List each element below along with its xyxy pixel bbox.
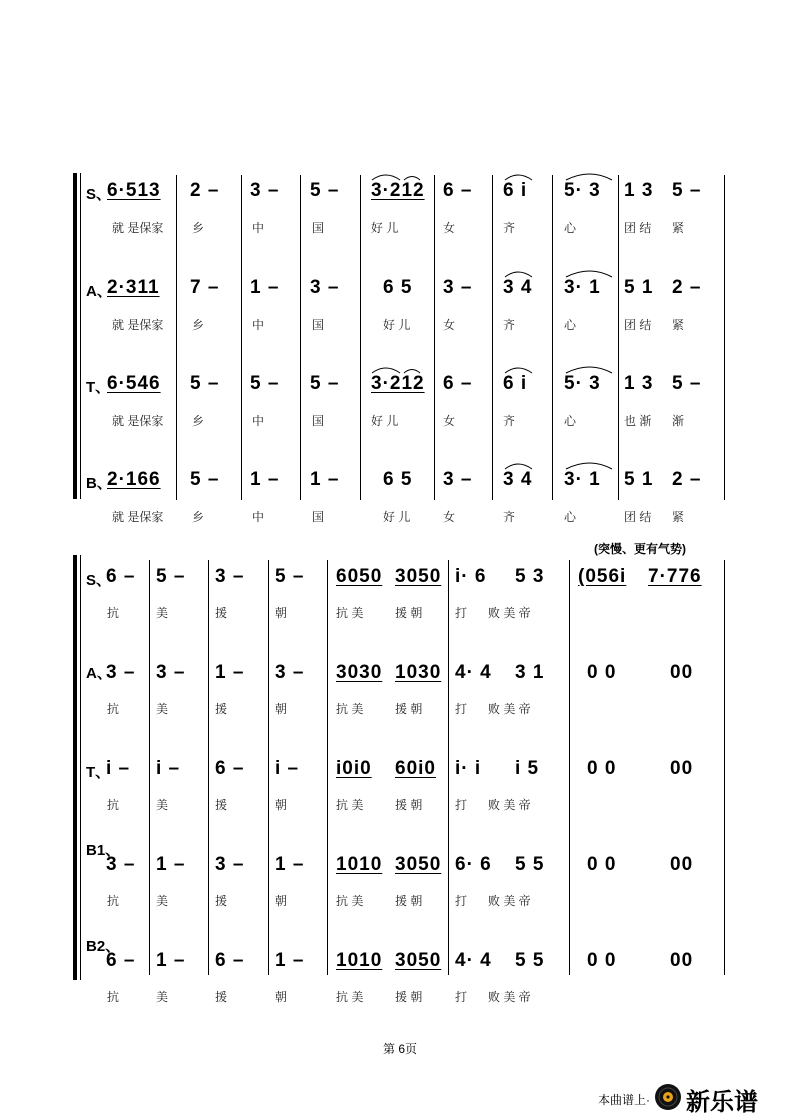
lyric: 也 渐 (624, 414, 652, 428)
note-group: 1 – (250, 469, 280, 490)
lyric: 就 是保家 (112, 318, 164, 332)
note-group: 1 3 (624, 180, 654, 201)
note-group: 5· 3 (564, 180, 601, 201)
note-group: 3· 1 (564, 277, 601, 298)
lyric: 国 (312, 414, 325, 428)
note-group: 1 3 (624, 373, 654, 394)
note-group: 3050 (395, 854, 442, 875)
lyric: 国 (312, 221, 325, 235)
bar-line (149, 560, 150, 975)
lyric: 中 (252, 221, 265, 235)
footer-prefix: 本曲谱上· (598, 1093, 650, 1107)
lyric: 美 (156, 990, 169, 1004)
bar-line (327, 560, 328, 975)
note-group: 0 0 (587, 662, 617, 683)
note-group: 00 (670, 662, 694, 683)
lyric: 朝 (275, 798, 288, 812)
lyric: 援 朝 (395, 894, 423, 908)
lyric: 齐 (503, 414, 516, 428)
lyric: 打 (455, 798, 468, 812)
note-group: 2 – (190, 180, 220, 201)
note-group: 1 – (310, 469, 340, 490)
note-group: 00 (670, 950, 694, 971)
note-group: 60i0 (395, 758, 436, 779)
lyric: 败 美 帝 (488, 606, 531, 620)
lyric: 援 朝 (395, 606, 423, 620)
lyric: 紧 (672, 318, 685, 332)
lyric: 朝 (275, 702, 288, 716)
note-group: 5 – (190, 469, 220, 490)
voice-label: B、 (86, 475, 112, 492)
lyric: 朝 (275, 606, 288, 620)
note-group: 6 – (443, 373, 473, 394)
lyric: 朝 (275, 894, 288, 908)
lyric: 乡 (192, 510, 205, 524)
lyric: 中 (252, 510, 265, 524)
site-logo: 新乐谱 (686, 1089, 758, 1116)
lyric: 团 结 (624, 510, 652, 524)
lyric: 心 (564, 510, 577, 524)
lyric: 心 (564, 318, 577, 332)
lyric: 败 美 帝 (488, 894, 531, 908)
voice-label: B2、 (86, 938, 121, 955)
note-group: 6 5 (383, 277, 413, 298)
note-group: 6 – (106, 566, 136, 587)
note-group: 1 – (275, 854, 305, 875)
lyric: 美 (156, 606, 169, 620)
bar-line (724, 560, 725, 975)
note-group: 5 5 (515, 950, 545, 971)
voice-label: T、 (86, 379, 111, 396)
lyric: 国 (312, 318, 325, 332)
note-group: 00 (670, 854, 694, 875)
lyric: 心 (564, 414, 577, 428)
note-group: i0i0 (336, 758, 372, 779)
note-group: 5 – (275, 566, 305, 587)
voice-label: A、 (86, 665, 112, 682)
lyric: 打 (455, 894, 468, 908)
note-group: i· i (455, 758, 482, 779)
lyric: 援 (215, 990, 228, 1004)
note-group: 3 1 (515, 662, 545, 683)
note-group: 3 – (310, 277, 340, 298)
lyric: 渐 (672, 414, 685, 428)
lyric: 朝 (275, 990, 288, 1004)
note-group: 5 – (310, 180, 340, 201)
note-group: 2 – (672, 469, 702, 490)
voice-label: S、 (86, 186, 112, 203)
note-group: 5 – (190, 373, 220, 394)
lyric: 援 朝 (395, 990, 423, 1004)
note-group: 2·311 (107, 277, 160, 298)
lyric: 美 (156, 798, 169, 812)
lyric: 女 (443, 414, 456, 428)
lyric: 就 是保家 (112, 221, 164, 235)
bar-line (569, 560, 570, 975)
lyric: 抗 美 (336, 990, 364, 1004)
note-group: 1030 (395, 662, 442, 683)
note-group: 5 – (156, 566, 186, 587)
note-group: i· 6 (455, 566, 487, 587)
note-group: 0 0 (587, 854, 617, 875)
bar-line (208, 560, 209, 975)
note-group: 3 – (443, 277, 473, 298)
system-bracket-thin (80, 555, 81, 980)
note-group: 6 – (215, 758, 245, 779)
note-group: 3·212 (371, 373, 425, 394)
note-group: 3 – (215, 854, 245, 875)
note-group: 1 – (275, 950, 305, 971)
note-group: 3 – (106, 662, 136, 683)
note-group: 6 – (215, 950, 245, 971)
note-group: 6 5 (383, 469, 413, 490)
note-group: 5 1 (624, 469, 654, 490)
note-group: 3 – (275, 662, 305, 683)
voice-label: S、 (86, 572, 112, 589)
lyric: 女 (443, 510, 456, 524)
tempo-marking: (突慢、更有气势) (594, 542, 686, 556)
note-group: (056i (578, 566, 627, 587)
lyric: 援 (215, 606, 228, 620)
lyric: 援 朝 (395, 798, 423, 812)
note-group: 2·166 (107, 469, 161, 490)
note-group: 1010 (336, 950, 383, 971)
lyric: 抗 美 (336, 606, 364, 620)
note-group: 6 i (503, 180, 528, 201)
note-group: 3 4 (503, 469, 533, 490)
note-group: 1010 (336, 854, 383, 875)
lyric: 美 (156, 702, 169, 716)
note-group: 7·776 (648, 566, 702, 587)
voice-label: B1、 (86, 842, 121, 859)
note-group: 6 i (503, 373, 528, 394)
note-group: 6·546 (107, 373, 161, 394)
note-group: 5· 3 (564, 373, 601, 394)
note-group: 0 0 (587, 758, 617, 779)
lyric: 败 美 帝 (488, 990, 531, 1004)
note-group: 5 – (672, 373, 702, 394)
note-group: 6·513 (107, 180, 161, 201)
note-group: 3 – (156, 662, 186, 683)
note-group: 3 – (215, 566, 245, 587)
lyric: 中 (252, 414, 265, 428)
note-group: 5 5 (515, 854, 545, 875)
lyric: 抗 (107, 702, 120, 716)
note-group: 2 – (672, 277, 702, 298)
note-group: i 5 (515, 758, 540, 779)
lyric: 败 美 帝 (488, 702, 531, 716)
note-group: 1 – (250, 277, 280, 298)
note-group: 5 3 (515, 566, 545, 587)
note-group: 3 4 (503, 277, 533, 298)
note-group: 4· 4 (455, 950, 492, 971)
lyric: 抗 美 (336, 702, 364, 716)
lyric: 好 儿 (383, 510, 411, 524)
note-group: 6050 (336, 566, 383, 587)
voice-label: A、 (86, 283, 112, 300)
lyric: 抗 (107, 798, 120, 812)
note-group: 3·212 (371, 180, 425, 201)
note-group: i – (106, 758, 131, 779)
lyric: 团 结 (624, 221, 652, 235)
lyric: 齐 (503, 510, 516, 524)
bar-line (268, 560, 269, 975)
note-group: 3030 (336, 662, 383, 683)
lyric: 女 (443, 221, 456, 235)
note-group: 3· 1 (564, 469, 601, 490)
note-group: 6· 6 (455, 854, 492, 875)
system-bracket (73, 555, 77, 980)
note-group: 00 (670, 758, 694, 779)
lyric: 团 结 (624, 318, 652, 332)
lyric: 就 是保家 (112, 510, 164, 524)
lyric: 齐 (503, 318, 516, 332)
lyric: 紧 (672, 510, 685, 524)
note-group: 1 – (215, 662, 245, 683)
lyric: 抗 (107, 606, 120, 620)
note-group: 3050 (395, 566, 442, 587)
lyric: 心 (564, 221, 577, 235)
note-group: 6 – (443, 180, 473, 201)
lyric: 败 美 帝 (488, 798, 531, 812)
note-group: 5 – (672, 180, 702, 201)
note-group: 3 – (250, 180, 280, 201)
note-group: 0 0 (587, 950, 617, 971)
lyric: 抗 (107, 990, 120, 1004)
note-group: 3 – (443, 469, 473, 490)
lyric: 打 (455, 702, 468, 716)
lyric: 国 (312, 510, 325, 524)
note-group: 3050 (395, 950, 442, 971)
lyric: 女 (443, 318, 456, 332)
lyric: 抗 (107, 894, 120, 908)
lyric: 援 朝 (395, 702, 423, 716)
lyric: 乡 (192, 221, 205, 235)
note-group: 1 – (156, 950, 186, 971)
lyric: 齐 (503, 221, 516, 235)
lyric: 乡 (192, 318, 205, 332)
lyric: 好 儿 (371, 221, 399, 235)
lyric: 打 (455, 606, 468, 620)
lyric: 援 (215, 894, 228, 908)
note-group: 5 – (250, 373, 280, 394)
note-group: 6 – (106, 950, 136, 971)
slur-marks (0, 0, 790, 520)
note-group: 1 – (156, 854, 186, 875)
lyric: 打 (455, 990, 468, 1004)
note-group: 4· 4 (455, 662, 492, 683)
note-group: 7 – (190, 277, 220, 298)
vinyl-record-icon (654, 1083, 682, 1116)
bar-line (448, 560, 449, 975)
page-number: 第 6页 (383, 1042, 418, 1056)
lyric: 美 (156, 894, 169, 908)
lyric: 抗 美 (336, 798, 364, 812)
lyric: 抗 美 (336, 894, 364, 908)
lyric: 援 (215, 702, 228, 716)
lyric: 就 是保家 (112, 414, 164, 428)
note-group: 5 1 (624, 277, 654, 298)
lyric: 援 (215, 798, 228, 812)
note-group: 3 – (106, 854, 136, 875)
footer-brand (598, 1082, 758, 1117)
note-group: i – (275, 758, 300, 779)
lyric: 中 (252, 318, 265, 332)
voice-label: T、 (86, 764, 111, 781)
note-group: i – (156, 758, 181, 779)
lyric: 紧 (672, 221, 685, 235)
lyric: 好 儿 (371, 414, 399, 428)
lyric: 乡 (192, 414, 205, 428)
note-group: 5 – (310, 373, 340, 394)
lyric: 好 儿 (383, 318, 411, 332)
